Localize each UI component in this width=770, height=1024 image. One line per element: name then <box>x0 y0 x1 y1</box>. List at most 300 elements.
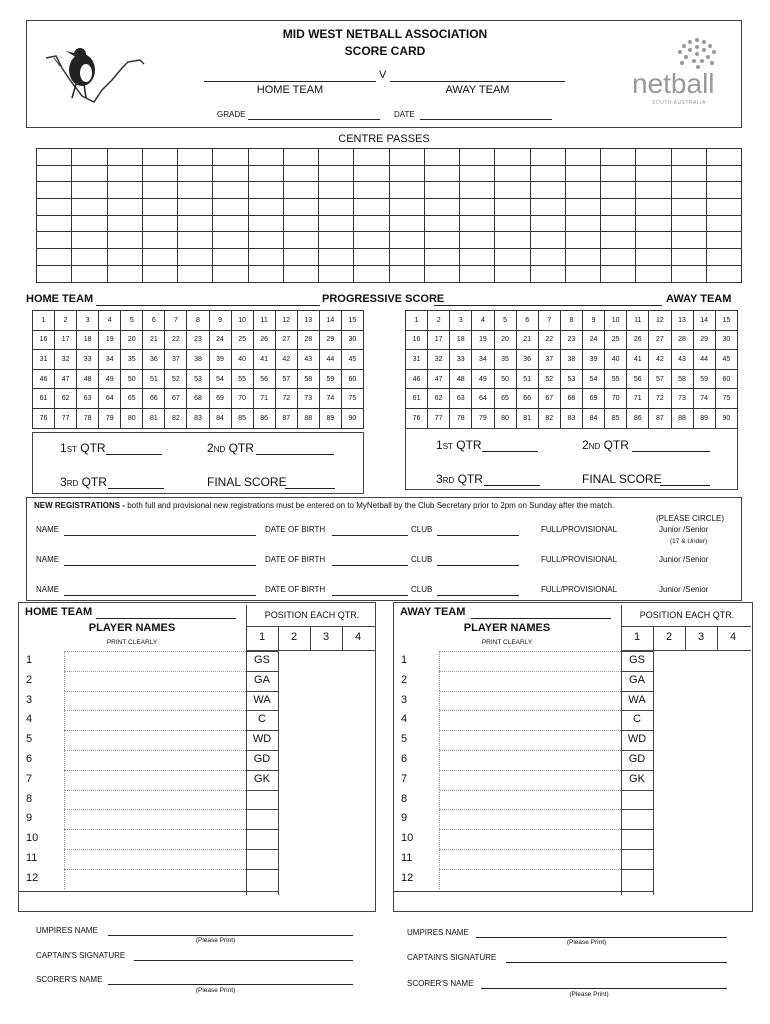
centre-pass-cell[interactable] <box>495 215 530 232</box>
progressive-cell[interactable]: 62 <box>428 389 450 409</box>
progressive-cell[interactable]: 82 <box>165 408 187 428</box>
progressive-cell[interactable]: 23 <box>187 330 209 350</box>
progressive-cell[interactable]: 30 <box>341 330 363 350</box>
home-player-name-field[interactable] <box>64 710 246 730</box>
progressive-cell[interactable]: 76 <box>33 408 55 428</box>
centre-pass-cell[interactable] <box>107 249 142 266</box>
progressive-cell[interactable]: 19 <box>472 330 494 350</box>
centre-pass-cell[interactable] <box>389 265 424 282</box>
away-captain-line[interactable] <box>506 962 727 963</box>
centre-pass-cell[interactable] <box>601 165 636 182</box>
centre-pass-cell[interactable] <box>107 199 142 216</box>
centre-pass-cell[interactable] <box>530 165 565 182</box>
progressive-cell[interactable]: 33 <box>77 350 99 370</box>
centre-pass-cell[interactable] <box>283 249 318 266</box>
progressive-cell[interactable]: 57 <box>649 369 671 389</box>
home-player-name-field[interactable] <box>64 829 246 849</box>
progressive-cell[interactable]: 49 <box>472 369 494 389</box>
reg-dob-line[interactable] <box>332 535 408 536</box>
date-line[interactable] <box>420 119 552 120</box>
grade-line[interactable] <box>248 119 380 120</box>
progressive-cell[interactable]: 36 <box>143 350 165 370</box>
home-umpires-line[interactable] <box>108 935 353 936</box>
away-player-name-field[interactable] <box>439 809 621 829</box>
progressive-cell[interactable]: 1 <box>33 311 55 331</box>
centre-pass-cell[interactable] <box>178 182 213 199</box>
centre-pass-cell[interactable] <box>248 232 283 249</box>
home-player-name-field[interactable] <box>64 651 246 671</box>
centre-pass-cell[interactable] <box>354 149 389 166</box>
centre-pass-cell[interactable] <box>706 215 741 232</box>
centre-pass-cell[interactable] <box>424 232 459 249</box>
progressive-cell[interactable]: 5 <box>121 311 143 331</box>
progressive-cell[interactable]: 32 <box>55 350 77 370</box>
home-player-name-field[interactable] <box>64 849 246 869</box>
home-team-line[interactable] <box>204 81 376 82</box>
away-position-cell[interactable]: GS <box>629 654 645 666</box>
centre-pass-cell[interactable] <box>72 165 107 182</box>
centre-pass-cell[interactable] <box>319 165 354 182</box>
centre-pass-cell[interactable] <box>565 149 600 166</box>
progressive-cell[interactable]: 79 <box>99 408 121 428</box>
progressive-cell[interactable]: 75 <box>715 389 737 409</box>
progressive-cell[interactable]: 35 <box>121 350 143 370</box>
progressive-cell[interactable]: 16 <box>406 330 428 350</box>
progressive-cell[interactable]: 41 <box>253 350 275 370</box>
progressive-cell[interactable]: 18 <box>77 330 99 350</box>
centre-pass-cell[interactable] <box>706 182 741 199</box>
progressive-cell[interactable]: 39 <box>583 350 605 370</box>
progressive-cell[interactable]: 90 <box>715 408 737 428</box>
centre-pass-cell[interactable] <box>319 249 354 266</box>
away-umpires-line[interactable] <box>476 937 727 938</box>
centre-pass-cell[interactable] <box>178 215 213 232</box>
progressive-cell[interactable]: 38 <box>187 350 209 370</box>
home-scorer-line[interactable] <box>108 984 353 985</box>
centre-pass-cell[interactable] <box>178 165 213 182</box>
progressive-cell[interactable]: 64 <box>472 389 494 409</box>
progressive-cell[interactable]: 51 <box>143 369 165 389</box>
progressive-cell[interactable]: 12 <box>649 311 671 331</box>
away-player-name-field[interactable] <box>439 651 621 671</box>
progressive-cell[interactable]: 48 <box>450 369 472 389</box>
progressive-cell[interactable]: 5 <box>494 311 516 331</box>
progressive-cell[interactable]: 73 <box>671 389 693 409</box>
progressive-cell[interactable]: 67 <box>165 389 187 409</box>
progressive-cell[interactable]: 28 <box>671 330 693 350</box>
reg-club-line[interactable] <box>437 595 519 596</box>
progressive-cell[interactable]: 17 <box>428 330 450 350</box>
centre-pass-cell[interactable] <box>319 199 354 216</box>
away-position-cell[interactable]: WA <box>628 693 646 706</box>
progressive-cell[interactable]: 52 <box>165 369 187 389</box>
centre-pass-cell[interactable] <box>107 149 142 166</box>
progressive-cell[interactable]: 25 <box>231 330 253 350</box>
progressive-cell[interactable]: 62 <box>55 389 77 409</box>
home-position-cell[interactable]: C <box>258 713 266 726</box>
away-team-name-line[interactable] <box>471 618 611 619</box>
centre-pass-cell[interactable] <box>354 199 389 216</box>
progressive-cell[interactable]: 68 <box>560 389 582 409</box>
progressive-cell[interactable]: 1 <box>406 311 428 331</box>
centre-pass-cell[interactable] <box>72 149 107 166</box>
centre-pass-cell[interactable] <box>354 232 389 249</box>
centre-pass-cell[interactable] <box>142 182 177 199</box>
progressive-cell[interactable]: 69 <box>583 389 605 409</box>
progressive-cell[interactable]: 49 <box>99 369 121 389</box>
progressive-cell[interactable]: 86 <box>253 408 275 428</box>
away-q3-line[interactable] <box>484 485 540 486</box>
home-player-name-field[interactable] <box>64 750 246 770</box>
home-q2-line[interactable] <box>256 454 334 455</box>
centre-pass-cell[interactable] <box>671 249 706 266</box>
progressive-cell[interactable]: 16 <box>33 330 55 350</box>
progressive-cell[interactable]: 72 <box>649 389 671 409</box>
home-position-cell[interactable]: GA <box>254 673 270 686</box>
progressive-cell[interactable]: 19 <box>99 330 121 350</box>
centre-pass-cell[interactable] <box>460 265 495 282</box>
centre-pass-cell[interactable] <box>213 265 248 282</box>
progressive-cell[interactable]: 81 <box>516 408 538 428</box>
away-position-cell[interactable]: GK <box>629 772 645 785</box>
progressive-cell[interactable]: 6 <box>143 311 165 331</box>
progressive-cell[interactable]: 51 <box>516 369 538 389</box>
progressive-cell[interactable]: 40 <box>605 350 627 370</box>
progressive-cell[interactable]: 43 <box>671 350 693 370</box>
centre-pass-cell[interactable] <box>636 232 671 249</box>
centre-pass-cell[interactable] <box>706 232 741 249</box>
progressive-cell[interactable]: 27 <box>649 330 671 350</box>
progressive-cell[interactable]: 85 <box>231 408 253 428</box>
centre-pass-cell[interactable] <box>530 182 565 199</box>
centre-pass-cell[interactable] <box>460 199 495 216</box>
centre-pass-cell[interactable] <box>213 232 248 249</box>
away-player-name-field[interactable] <box>439 849 621 869</box>
progressive-cell[interactable]: 37 <box>165 350 187 370</box>
home-player-name-field[interactable] <box>64 671 246 691</box>
centre-pass-cell[interactable] <box>248 249 283 266</box>
reg-level-label[interactable]: Junior /Senior <box>659 555 709 564</box>
centre-pass-cell[interactable] <box>495 265 530 282</box>
centre-pass-cell[interactable] <box>460 149 495 166</box>
centre-pass-cell[interactable] <box>72 199 107 216</box>
away-team-line[interactable] <box>390 81 565 82</box>
centre-pass-cell[interactable] <box>283 215 318 232</box>
home-player-name-field[interactable] <box>64 730 246 750</box>
progressive-cell[interactable]: 8 <box>187 311 209 331</box>
reg-type-label[interactable]: FULL/PROVISIONAL <box>541 525 618 534</box>
progressive-cell[interactable]: 24 <box>583 330 605 350</box>
away-player-name-field[interactable] <box>439 691 621 711</box>
home-player-name-field[interactable] <box>64 790 246 810</box>
away-position-cell[interactable]: GA <box>629 673 645 686</box>
centre-pass-cell[interactable] <box>530 249 565 266</box>
progressive-cell[interactable]: 61 <box>406 389 428 409</box>
centre-pass-cell[interactable] <box>671 265 706 282</box>
progressive-cell[interactable]: 24 <box>209 330 231 350</box>
centre-pass-cell[interactable] <box>636 215 671 232</box>
centre-pass-cell[interactable] <box>530 199 565 216</box>
progressive-cell[interactable]: 81 <box>143 408 165 428</box>
home-final-line[interactable] <box>285 488 335 489</box>
progressive-cell[interactable]: 90 <box>341 408 363 428</box>
home-player-name-field[interactable] <box>64 869 246 889</box>
away-player-name-field[interactable] <box>439 829 621 849</box>
centre-pass-cell[interactable] <box>248 215 283 232</box>
centre-pass-cell[interactable] <box>389 149 424 166</box>
progressive-cell[interactable]: 72 <box>275 389 297 409</box>
progressive-cell[interactable]: 14 <box>319 311 341 331</box>
progressive-cell[interactable]: 60 <box>715 369 737 389</box>
centre-pass-cell[interactable] <box>283 232 318 249</box>
centre-pass-cell[interactable] <box>248 182 283 199</box>
centre-pass-cell[interactable] <box>37 232 72 249</box>
centre-pass-cell[interactable] <box>706 249 741 266</box>
progressive-cell[interactable]: 46 <box>33 369 55 389</box>
centre-pass-cell[interactable] <box>530 215 565 232</box>
progressive-cell[interactable]: 28 <box>297 330 319 350</box>
centre-pass-cell[interactable] <box>72 182 107 199</box>
centre-pass-cell[interactable] <box>72 215 107 232</box>
home-position-cell[interactable]: GK <box>254 772 270 785</box>
progressive-cell[interactable]: 47 <box>428 369 450 389</box>
centre-pass-cell[interactable] <box>671 182 706 199</box>
progressive-cell[interactable]: 13 <box>671 311 693 331</box>
progressive-cell[interactable]: 64 <box>99 389 121 409</box>
progressive-cell[interactable]: 32 <box>428 350 450 370</box>
centre-pass-cell[interactable] <box>424 265 459 282</box>
centre-pass-cell[interactable] <box>72 232 107 249</box>
centre-pass-cell[interactable] <box>354 182 389 199</box>
centre-pass-cell[interactable] <box>319 149 354 166</box>
centre-pass-cell[interactable] <box>424 215 459 232</box>
centre-pass-cell[interactable] <box>213 215 248 232</box>
progressive-cell[interactable]: 53 <box>187 369 209 389</box>
progressive-cell[interactable]: 15 <box>341 311 363 331</box>
progressive-cell[interactable]: 3 <box>77 311 99 331</box>
centre-pass-cell[interactable] <box>424 182 459 199</box>
reg-level-label[interactable]: Junior /Senior <box>659 585 709 594</box>
progressive-cell[interactable]: 87 <box>649 408 671 428</box>
centre-pass-cell[interactable] <box>107 232 142 249</box>
progressive-cell[interactable]: 53 <box>560 369 582 389</box>
progressive-cell[interactable]: 40 <box>231 350 253 370</box>
progressive-cell[interactable]: 27 <box>275 330 297 350</box>
progressive-cell[interactable]: 78 <box>450 408 472 428</box>
progressive-cell[interactable]: 7 <box>165 311 187 331</box>
away-player-name-field[interactable] <box>439 790 621 810</box>
centre-pass-cell[interactable] <box>671 149 706 166</box>
centre-pass-cell[interactable] <box>460 165 495 182</box>
centre-pass-cell[interactable] <box>142 149 177 166</box>
centre-pass-cell[interactable] <box>424 249 459 266</box>
progressive-cell[interactable]: 20 <box>494 330 516 350</box>
progressive-cell[interactable]: 82 <box>538 408 560 428</box>
progressive-cell[interactable]: 4 <box>472 311 494 331</box>
progressive-cell[interactable]: 2 <box>428 311 450 331</box>
centre-pass-cell[interactable] <box>389 199 424 216</box>
centre-pass-cell[interactable] <box>283 265 318 282</box>
progressive-cell[interactable]: 12 <box>275 311 297 331</box>
progressive-cell[interactable]: 73 <box>297 389 319 409</box>
centre-pass-cell[interactable] <box>706 149 741 166</box>
centre-pass-cell[interactable] <box>107 182 142 199</box>
progressive-cell[interactable]: 67 <box>538 389 560 409</box>
centre-pass-cell[interactable] <box>601 182 636 199</box>
reg-name-line[interactable] <box>64 595 256 596</box>
centre-pass-cell[interactable] <box>601 265 636 282</box>
progressive-cell[interactable]: 80 <box>121 408 143 428</box>
reg-type-label[interactable]: FULL/PROVISIONAL <box>541 585 618 594</box>
progressive-cell[interactable]: 83 <box>560 408 582 428</box>
centre-pass-cell[interactable] <box>389 215 424 232</box>
centre-pass-cell[interactable] <box>107 265 142 282</box>
progressive-cell[interactable]: 2 <box>55 311 77 331</box>
centre-pass-cell[interactable] <box>706 265 741 282</box>
progressive-cell[interactable]: 43 <box>297 350 319 370</box>
progressive-cell[interactable]: 57 <box>275 369 297 389</box>
centre-pass-cell[interactable] <box>495 199 530 216</box>
centre-pass-cell[interactable] <box>37 165 72 182</box>
progressive-cell[interactable]: 42 <box>649 350 671 370</box>
reg-dob-line[interactable] <box>332 595 408 596</box>
home-player-name-field[interactable] <box>64 809 246 829</box>
progressive-cell[interactable]: 34 <box>99 350 121 370</box>
progressive-cell[interactable]: 37 <box>538 350 560 370</box>
progressive-cell[interactable]: 74 <box>319 389 341 409</box>
centre-pass-cell[interactable] <box>142 199 177 216</box>
centre-pass-cell[interactable] <box>213 182 248 199</box>
centre-pass-cell[interactable] <box>636 199 671 216</box>
centre-pass-cell[interactable] <box>72 265 107 282</box>
progressive-cell[interactable]: 79 <box>472 408 494 428</box>
progressive-cell[interactable]: 86 <box>627 408 649 428</box>
progressive-cell[interactable]: 8 <box>560 311 582 331</box>
away-player-name-field[interactable] <box>439 730 621 750</box>
centre-pass-cell[interactable] <box>142 165 177 182</box>
centre-pass-cell[interactable] <box>354 249 389 266</box>
progressive-cell[interactable]: 63 <box>450 389 472 409</box>
progressive-cell[interactable]: 38 <box>560 350 582 370</box>
progressive-cell[interactable]: 89 <box>319 408 341 428</box>
centre-pass-cell[interactable] <box>354 265 389 282</box>
centre-pass-cell[interactable] <box>389 249 424 266</box>
centre-pass-cell[interactable] <box>706 165 741 182</box>
centre-pass-cell[interactable] <box>601 215 636 232</box>
progressive-cell[interactable]: 55 <box>605 369 627 389</box>
centre-pass-cell[interactable] <box>213 165 248 182</box>
centre-pass-cell[interactable] <box>142 215 177 232</box>
progressive-cell[interactable]: 60 <box>341 369 363 389</box>
progressive-cell[interactable]: 10 <box>605 311 627 331</box>
home-position-cell[interactable]: GD <box>253 753 271 765</box>
home-q1-line[interactable] <box>106 454 162 455</box>
home-player-name-field[interactable] <box>64 691 246 711</box>
progressive-cell[interactable]: 45 <box>341 350 363 370</box>
centre-pass-cell[interactable] <box>671 165 706 182</box>
centre-pass-cell[interactable] <box>142 265 177 282</box>
reg-dob-line[interactable] <box>332 565 408 566</box>
progressive-cell[interactable]: 55 <box>231 369 253 389</box>
progressive-cell[interactable]: 87 <box>275 408 297 428</box>
home-position-cell[interactable]: GS <box>254 654 270 666</box>
progressive-cell[interactable]: 18 <box>450 330 472 350</box>
centre-pass-cell[interactable] <box>178 265 213 282</box>
progressive-cell[interactable]: 35 <box>494 350 516 370</box>
centre-pass-cell[interactable] <box>530 149 565 166</box>
progressive-cell[interactable]: 21 <box>516 330 538 350</box>
centre-pass-cell[interactable] <box>706 199 741 216</box>
progressive-cell[interactable]: 33 <box>450 350 472 370</box>
progressive-cell[interactable]: 22 <box>538 330 560 350</box>
progressive-cell[interactable]: 52 <box>538 369 560 389</box>
progressive-cell[interactable]: 34 <box>472 350 494 370</box>
progressive-cell[interactable]: 9 <box>583 311 605 331</box>
progressive-cell[interactable]: 80 <box>494 408 516 428</box>
away-scorer-line[interactable] <box>481 988 727 989</box>
centre-pass-cell[interactable] <box>671 215 706 232</box>
progressive-cell[interactable]: 6 <box>516 311 538 331</box>
centre-pass-cell[interactable] <box>601 149 636 166</box>
away-player-name-field[interactable] <box>439 770 621 790</box>
centre-pass-cell[interactable] <box>319 215 354 232</box>
progressive-away-line[interactable] <box>434 305 662 306</box>
progressive-cell[interactable]: 48 <box>77 369 99 389</box>
progressive-cell[interactable]: 88 <box>671 408 693 428</box>
progressive-cell[interactable]: 85 <box>605 408 627 428</box>
progressive-cell[interactable]: 41 <box>627 350 649 370</box>
away-position-cell[interactable]: WD <box>627 733 647 746</box>
away-final-line[interactable] <box>660 485 710 486</box>
centre-pass-cell[interactable] <box>319 265 354 282</box>
progressive-cell[interactable]: 44 <box>319 350 341 370</box>
home-position-cell[interactable]: WA <box>253 693 271 706</box>
centre-pass-cell[interactable] <box>37 199 72 216</box>
centre-pass-cell[interactable] <box>37 149 72 166</box>
centre-pass-cell[interactable] <box>424 199 459 216</box>
away-player-name-field[interactable] <box>439 671 621 691</box>
away-q1-line[interactable] <box>482 451 538 452</box>
centre-pass-cell[interactable] <box>37 249 72 266</box>
centre-pass-cell[interactable] <box>107 165 142 182</box>
progressive-cell[interactable]: 71 <box>253 389 275 409</box>
progressive-cell[interactable]: 29 <box>319 330 341 350</box>
centre-pass-cell[interactable] <box>37 182 72 199</box>
progressive-cell[interactable]: 69 <box>209 389 231 409</box>
progressive-cell[interactable]: 15 <box>715 311 737 331</box>
centre-pass-cell[interactable] <box>601 249 636 266</box>
home-player-name-field[interactable] <box>64 770 246 790</box>
centre-pass-cell[interactable] <box>389 232 424 249</box>
reg-club-line[interactable] <box>437 535 519 536</box>
progressive-cell[interactable]: 13 <box>297 311 319 331</box>
centre-pass-cell[interactable] <box>565 182 600 199</box>
progressive-cell[interactable]: 31 <box>406 350 428 370</box>
centre-pass-cell[interactable] <box>389 165 424 182</box>
progressive-cell[interactable]: 14 <box>693 311 715 331</box>
reg-name-line[interactable] <box>64 565 256 566</box>
progressive-cell[interactable]: 4 <box>99 311 121 331</box>
centre-pass-cell[interactable] <box>248 149 283 166</box>
progressive-cell[interactable]: 30 <box>715 330 737 350</box>
centre-pass-cell[interactable] <box>460 182 495 199</box>
centre-pass-cell[interactable] <box>565 249 600 266</box>
progressive-cell[interactable]: 76 <box>406 408 428 428</box>
progressive-cell[interactable]: 11 <box>627 311 649 331</box>
progressive-cell[interactable]: 68 <box>187 389 209 409</box>
progressive-cell[interactable]: 45 <box>715 350 737 370</box>
centre-pass-cell[interactable] <box>178 232 213 249</box>
